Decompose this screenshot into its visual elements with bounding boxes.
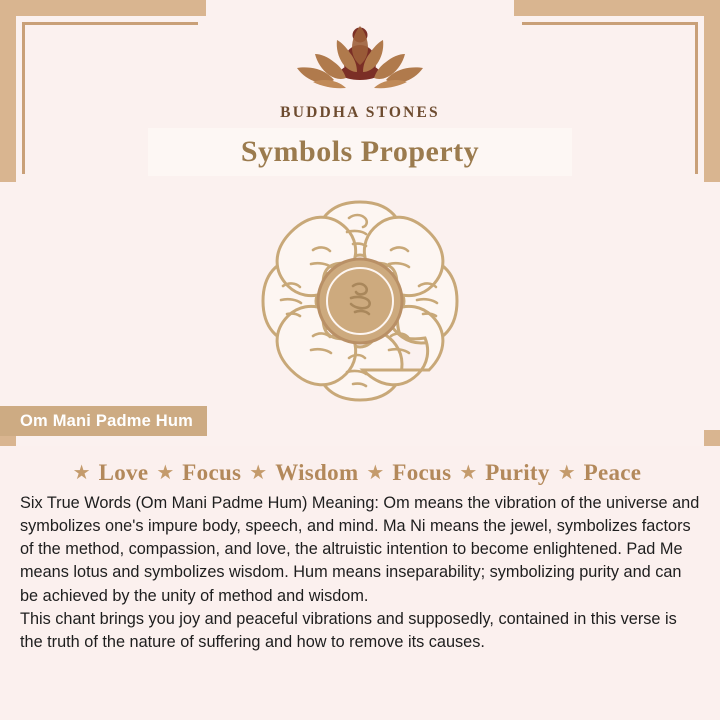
star-icon: ★	[557, 462, 576, 484]
star-icon: ★	[72, 462, 91, 484]
body-paragraph-1: Six True Words (Om Mani Padme Hum) Meaning: Om means the vibration of the universe and symbolizes one's impure body, speech, and mind. Ma Ni means the jewel, symbolizes factors of the method, compassion, and love, the altruistic intention to become enlightened. Pad Me means lotus and symbolizes wisdom. Hum means inseparability; symbolizing purity and can be achieved by the unity of method and wisdom.	[20, 494, 700, 605]
keyword-purity: Purity	[485, 460, 550, 485]
description-panel	[0, 446, 720, 720]
tag-label: Om Mani Padme Hum	[20, 411, 194, 430]
body-paragraph-2: This chant brings you joy and peaceful vibrations and supposedly, contained in this verse is the truth of the nature of suffering and how to remove its causes.	[20, 609, 677, 651]
keyword-list	[18, 446, 702, 490]
keyword-love: Love	[98, 460, 149, 485]
mandala-illustration	[0, 186, 720, 421]
page-title-band	[148, 128, 572, 176]
brand-name: BUDDHA STONES	[280, 104, 440, 121]
status-badge	[0, 406, 207, 436]
star-icon: ★	[366, 462, 385, 484]
keyword-peace: Peace	[583, 460, 642, 485]
keyword-wisdom: Wisdom	[275, 460, 359, 485]
corner-frame-top-right-horizontal	[514, 0, 720, 16]
corner-frame-top-left-horizontal	[0, 0, 206, 16]
brand-header	[0, 18, 720, 122]
star-icon: ★	[459, 462, 478, 484]
keyword-focus-1: Focus	[182, 460, 242, 485]
keyword-focus-2: Focus	[392, 460, 452, 485]
page-title: Symbols Property	[240, 135, 480, 168]
om-mani-padme-hum-mandala-icon	[221, 186, 499, 421]
star-icon: ★	[156, 462, 175, 484]
body-text	[18, 490, 702, 654]
lotus-meditation-icon	[285, 18, 435, 100]
star-icon: ★	[249, 462, 268, 484]
